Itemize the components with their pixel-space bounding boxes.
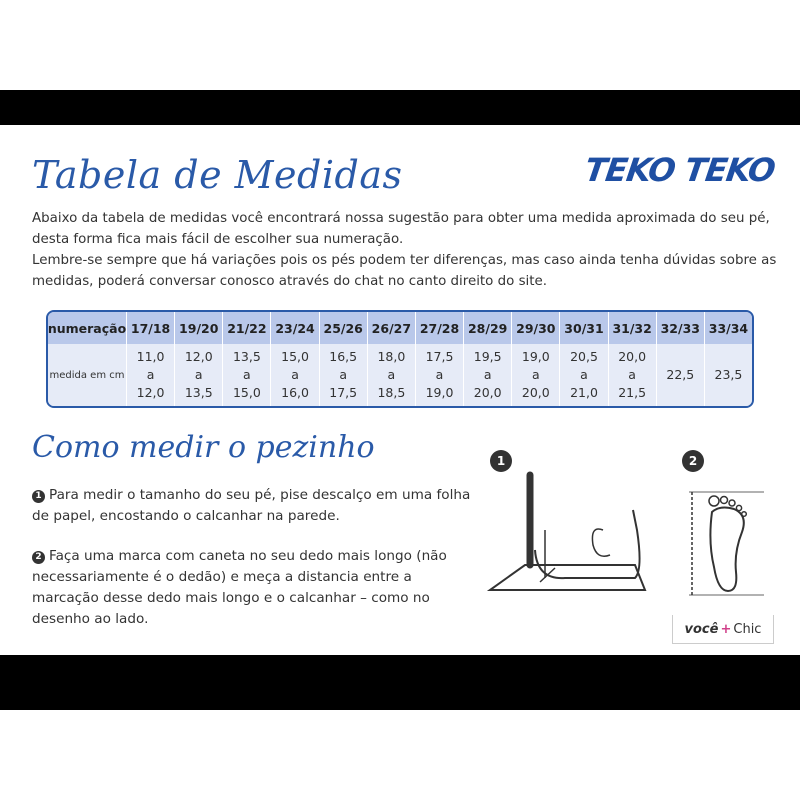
measure-line: a	[387, 367, 396, 382]
measure-line: 17,5	[329, 385, 358, 400]
measure-line: a	[339, 367, 348, 382]
measure-line: 20,0	[521, 385, 550, 400]
size-header-cell: 28/29	[463, 312, 511, 344]
logo-text-voce: você	[684, 621, 719, 637]
illustration-1-badge: 1	[490, 450, 512, 472]
intro-paragraph-1: Abaixo da tabela de medidas você encontrará nossa sugestão para obter uma medida aproximada do seu pé, desta forma fica mais fácil de escolher sua numeração.	[32, 211, 770, 247]
foot-measure-illustration	[684, 487, 774, 602]
size-header-cell: 33/34	[704, 312, 752, 344]
measure-line: 17,5	[425, 349, 454, 364]
foot-against-wall-illustration	[485, 470, 655, 600]
intro-paragraph-2: Lembre-se sempre que há variações pois os pés podem ter diferenças, mas caso ainda tenha dúvidas sobre as medidas, poderá conversar conosco através do chat no canto direito do site.	[32, 253, 777, 289]
measure-line: 13,5	[184, 385, 213, 400]
measure-line: 20,0	[618, 349, 647, 364]
size-header-cell: 23/24	[270, 312, 318, 344]
measure-line: 21,0	[570, 385, 598, 400]
bottom-black-band	[0, 655, 800, 710]
measure-cell	[511, 344, 559, 406]
measure-cell	[704, 344, 752, 406]
step-1	[32, 485, 472, 527]
intro-text	[32, 208, 782, 292]
measure-cell	[415, 344, 463, 406]
measure-line: a	[531, 367, 540, 382]
measure-cell	[222, 344, 270, 406]
size-header-cell: 32/33	[656, 312, 704, 344]
measure-cell	[319, 344, 367, 406]
page-title: Tabela de Medidas	[32, 153, 403, 197]
measure-line: 21,5	[618, 385, 647, 400]
brand-logo: TEKO TEKO	[581, 151, 777, 189]
measure-line: 19,0	[521, 349, 550, 364]
logo-text-chic: Chic	[733, 621, 762, 637]
measure-line: a	[243, 367, 251, 382]
measure-cell	[126, 344, 174, 406]
measure-cell	[463, 344, 511, 406]
size-chart-sheet	[0, 125, 800, 655]
measure-line: 23,5	[714, 367, 743, 382]
size-header-cell: 25/26	[319, 312, 367, 344]
measure-line: 16,0	[281, 385, 309, 400]
measure-line: a	[435, 367, 444, 382]
size-header-cell: 31/32	[608, 312, 656, 344]
size-table	[46, 310, 754, 408]
header-label-numeracao: numeração	[47, 320, 127, 336]
measure-line: a	[483, 367, 492, 382]
step-1-text: Para medir o tamanho do seu pé, pise descalço em uma folha de papel, encostando o calcanhar na parede.	[32, 487, 471, 524]
illustration-2-badge: 2	[682, 450, 704, 472]
voce-chic-logo	[672, 615, 774, 644]
measure-cell	[559, 344, 607, 406]
size-header-cell: 17/18	[126, 312, 174, 344]
size-header-cell: 27/28	[415, 312, 463, 344]
measure-line: 18,5	[377, 385, 406, 400]
measure-line: 20,5	[570, 349, 598, 364]
measure-line: 15,0	[281, 349, 309, 364]
measure-line: 19,0	[425, 385, 454, 400]
measure-cell	[608, 344, 656, 406]
step-2-number: 2	[32, 551, 45, 564]
step-2	[32, 546, 472, 630]
measure-line: 18,0	[377, 349, 406, 364]
size-header-cell: 29/30	[511, 312, 559, 344]
measure-line: a	[291, 367, 299, 382]
measure-line: 12,0	[136, 385, 165, 400]
measure-cell	[656, 344, 704, 406]
step-2-text: Faça uma marca com caneta no seu dedo mais longo (não necessariamente é o dedão) e meça a distancia entre a marcação desse dedo mais longo e o calcanhar – como no desenho ao lado.	[32, 548, 447, 627]
measure-line: a	[580, 367, 588, 382]
table-header-row	[48, 312, 752, 344]
measure-line: 19,5	[473, 349, 502, 364]
measure-cell	[174, 344, 222, 406]
measure-line: 12,0	[184, 349, 213, 364]
top-black-band	[0, 90, 800, 125]
measure-line: 13,5	[232, 349, 261, 364]
size-header-cell: 19/20	[174, 312, 222, 344]
measure-line: 15,0	[232, 385, 261, 400]
measure-line: a	[628, 367, 636, 382]
size-header-cell: 21/22	[222, 312, 270, 344]
logo-plus: +	[720, 621, 732, 637]
measure-line: a	[146, 367, 155, 382]
step-1-number: 1	[32, 490, 45, 503]
table-measure-row	[48, 344, 752, 406]
measure-line: 22,5	[666, 367, 695, 382]
how-to-title: Como medir o pezinho	[32, 430, 375, 465]
how-to-steps	[32, 485, 472, 649]
measure-line: 11,0	[136, 349, 165, 364]
size-header-cell: 30/31	[559, 312, 607, 344]
measure-cell	[270, 344, 318, 406]
row-label-medida: medida em cm	[49, 369, 125, 381]
measure-line: a	[194, 367, 203, 382]
measure-line: 16,5	[329, 349, 358, 364]
size-header-cell: 26/27	[367, 312, 415, 344]
measure-line: 20,0	[473, 385, 502, 400]
measure-cell	[367, 344, 415, 406]
